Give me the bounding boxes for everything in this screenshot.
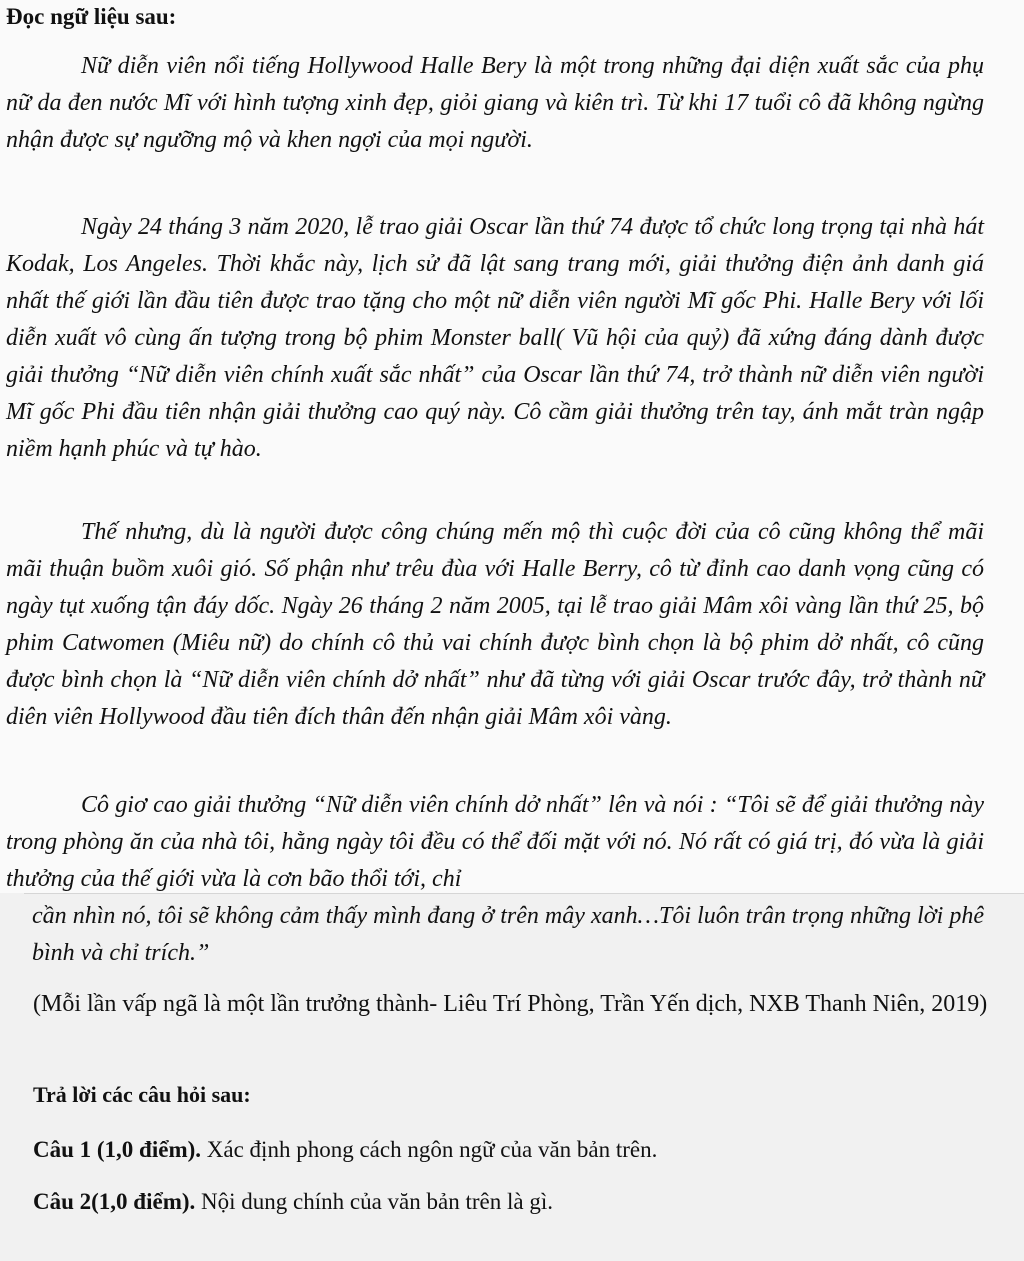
question-1-label: Câu 1 (1,0 điểm). [33, 1137, 202, 1162]
question-2-text: Nội dung chính của văn bản trên là gì. [195, 1189, 553, 1214]
paragraph-4 [6, 787, 984, 972]
passage-heading: Đọc ngữ liệu sau: [6, 4, 177, 29]
paragraph-1: Nữ diễn viên nổi tiếng Hollywood Halle Bery là một trong những đại diện xuất sắc của phụ nữ da đen nước Mĩ với hình tượng xinh đẹp, giỏi giang và kiên trì. Từ khi 17 tuổi cô đã không ngừng nhận được sự ngưỡng mộ và khen ngợi của mọi người. [6, 53, 984, 153]
paragraph-4-continuation: cần nhìn nó, tôi sẽ không cảm thấy mình đang ở trên mây xanh…Tôi luôn trân trọng những lời phê bình và chỉ trích.” [32, 903, 984, 966]
source-citation: (Mỗi lần vấp ngã là một lần trưởng thành- Liêu Trí Phòng, Trần Yến dịch, NXB Thanh Niên, 2019) [33, 991, 988, 1017]
question-2 [33, 1187, 553, 1217]
questions-title: Trả lời các câu hỏi sau: [33, 1082, 251, 1107]
paragraph-2: Ngày 24 tháng 3 năm 2020, lễ trao giải Oscar lần thứ 74 được tổ chức long trọng tại nhà hát Kodak, Los Angeles. Thời khắc này, lịch sử đã lật sang trang mới, giải thưởng điện ảnh danh giá nhất thế giới lần đầu tiên được trao tặng cho một nữ diễn viên người Mĩ gốc Phi. Halle Bery với lối diễn xuất vô cùng ấn tượng trong bộ phim Monster ball( Vũ hội của quỷ) đã xứng đáng dành được giải thưởng “Nữ diễn viên chính xuất sắc nhất” của Oscar lần thứ 74, trở thành nữ diễn viên người Mĩ gốc Phi đầu tiên nhận giải thưởng cao quý này. Cô cầm giải thưởng trên tay, ánh mắt tràn ngập niềm hạnh phúc và tự hào. [6, 214, 984, 462]
question-1-text: Xác định phong cách ngôn ngữ của văn bản trên. [201, 1137, 658, 1162]
question-2-label: Câu 2(1,0 điểm). [33, 1189, 196, 1214]
paragraph-3: Thế nhưng, dù là người được công chúng mến mộ thì cuộc đời của cô cũng không thể mãi mãi thuận buồm xuôi gió. Số phận như trêu đùa với Halle Berry, cô từ đỉnh cao danh vọng cũng có ngày tụt xuống tận đáy dốc. Ngày 26 tháng 2 năm 2005, tại lễ trao giải Mâm xôi vàng lần thứ 25, bộ phim Catwomen (Miêu nữ) do chính cô thủ vai chính được bình chọn là bộ phim dở nhất, cô cũng được bình chọn là “Nữ diễn viên chính dở nhất” như đã từng với giải Oscar trước đây, trở thành nữ diên viên Hollywood đầu tiên đích thân đến nhận giải Mâm xôi vàng. [6, 519, 984, 730]
question-1 [33, 1135, 657, 1165]
paragraph-4-first-part: Cô giơ cao giải thưởng “Nữ diễn viên chính dở nhất” lên và nói : “Tôi sẽ để giải thưởng này trong phòng ăn của nhà tôi, hằng ngày tôi đều có thể đối mặt với nó. Nó rất có giá trị, đó vừa là giải thưởng của thế giới vừa là cơn bão thổi tới, chỉ [6, 792, 984, 892]
